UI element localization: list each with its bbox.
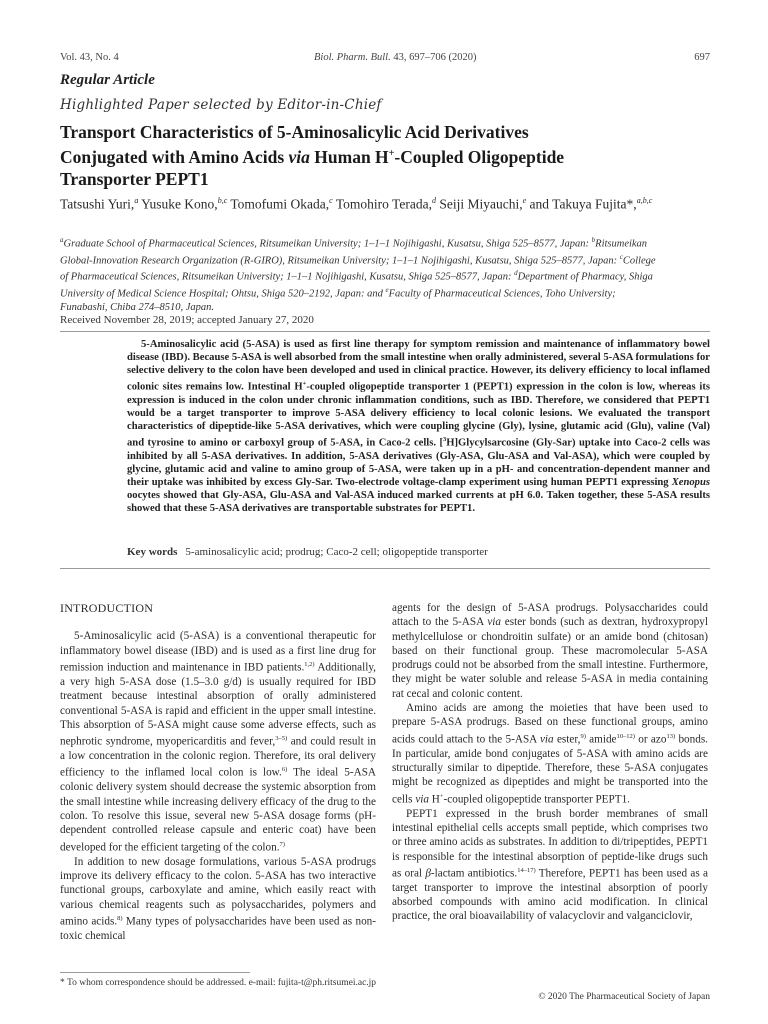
abstract xyxy=(127,338,710,515)
paragraph-text: PEPT1 expressed in the brush border membranes of small intestinal epithelial cells accepts small peptide, which comprises two or three amino acids as substrates. In addition to di/tripeptides, PEPT1 is responsible for the intestinal absorption of peptide-like drugs such as oral xyxy=(392,807,708,880)
paragraph xyxy=(60,629,376,854)
paragraph-text: bonds. In particular, amide bond conjugates of 5-ASA with amino acids are structurally similar to dipeptide. Therefore, these 5-ASA conjugates might be recognized as dipeptides and might be transported into the cells xyxy=(392,733,708,806)
italic-word: β xyxy=(425,867,431,880)
author-list xyxy=(60,192,700,214)
abstract-text: H]Glycylsarcosine (Gly-Sar) uptake into Caco-2 cells was inhibited by all 5-ASA derivatives. In addition, 5-ASA derivatives (Gly-ASA, Glu-ASA and Val-ASA), which were coupled by glycine, glutamic acid and valine to amino group of 5-ASA, were taken up in a pH- and concentration-dependent manner and their uptake was inhibited by excess Gly-Sar. Two-electrode voltage-clamp experiment using human PEPT1 expressing xyxy=(127,437,710,488)
paragraph-text: H xyxy=(428,793,440,806)
paragraph-text: -lactam antibiotics. xyxy=(430,867,518,880)
received-dates: Received November 28, 2019; accepted January 27, 2020 xyxy=(60,314,314,326)
paragraph-text: agents for the design of 5-ASA prodrugs. Polysaccharides could attach to the 5-ASA xyxy=(392,602,708,629)
paragraph-text: -coupled oligopeptide transporter PEPT1. xyxy=(443,793,630,806)
author-affiliation-mark: e xyxy=(522,196,527,205)
article-title xyxy=(60,121,700,190)
title-line-3: Transporter PEPT1 xyxy=(60,168,209,189)
author: Yusuke Kono, xyxy=(138,196,218,212)
title-text: -Coupled Oligopeptide xyxy=(394,146,565,167)
paragraph xyxy=(60,855,376,944)
title-text: Conjugated with Amino Acids xyxy=(60,146,289,167)
abstract-text: 5-Aminosalicylic acid (5-ASA) is used as first line therapy for symptom remission and maintenance of inflammatory bowel disease (IBD). Because 5-ASA is well absorbed from the small intestine when orally administered, several 5-ASA formulations for selective delivery to the colon have been developed and used in clinical practice. However, its delivery efficiency to local inflamed colonic sites remains low. Intestinal H xyxy=(127,339,710,393)
author: Tomohiro Terada, xyxy=(332,196,432,212)
affiliation-mark: d xyxy=(514,269,518,278)
page-range: 697–706 (2020) xyxy=(409,52,477,63)
paragraph-text: Additionally, a very high 5-ASA dose (1.5–3.0 g/d) is usually required for IBD treatment because intestinal absorption of orally administered conventional 5-ASA is rapid and efficient in the upper small intestine. This absorption of 5-ASA might cause some adverse effects, such as nephrotic syndrome, myopericarditis and fever, xyxy=(60,661,376,748)
affiliation-mark: c xyxy=(619,252,623,261)
keywords-label: Key words xyxy=(127,546,178,558)
keywords xyxy=(127,546,488,558)
citation: 13) xyxy=(666,732,676,740)
citation: 10–12) xyxy=(616,732,635,740)
title-text: Human H xyxy=(309,146,389,167)
title-line-1: Transport Characteristics of 5-Aminosalicylic Acid Derivatives xyxy=(60,122,529,142)
citation: 6) xyxy=(281,766,288,774)
journal-name: Biol. Pharm. Bull. xyxy=(314,52,391,63)
affiliation-text: Department of Pharmacy, Shiga University of Medical Science Hospital; Ohtsu, Shiga 520–2192, Japan: and xyxy=(60,271,653,300)
article-type: Regular Article xyxy=(60,72,155,88)
keywords-text: 5-aminosalicylic acid; prodrug; Caco-2 cell; oligopeptide transporter xyxy=(185,546,488,558)
journal-volume: Vol. 43, No. 4 xyxy=(60,52,119,63)
abstract-superscript: + xyxy=(302,380,307,388)
italic-word: via xyxy=(487,616,501,629)
abstract-italic: Xenopus xyxy=(671,477,710,488)
paragraph-text: or azo xyxy=(634,733,667,746)
italic-word: via xyxy=(539,733,554,746)
author: and Takuya Fujita*, xyxy=(526,196,637,212)
affiliation-text: Ritsumeikan Global-Innovation Research Organization (R-GIRO), Ritsumeikan University; 1–1–1 Nojihigashi, Kusatsu, Shiga 525–8577, Japan: xyxy=(60,238,648,267)
paragraph xyxy=(392,701,708,807)
author-affiliation-mark: b,c xyxy=(217,196,228,205)
abstract-superscript: 3 xyxy=(443,436,447,444)
author: Tatsushi Yuri, xyxy=(60,196,135,212)
copyright-notice: © 2020 The Pharmaceutical Society of Japan xyxy=(538,992,710,1002)
correspondence-footnote: * To whom correspondence should be addressed. e-mail: fujita-t@ph.ritsumei.ac.jp xyxy=(60,978,377,988)
title-line-2 xyxy=(60,143,700,168)
paragraph-text: ester bonds (such as dextran, hydroxypropyl methylcellulose or chondroitin sulfate) or an amide bond (chitosan) based on their functional group. These macromolecular 5-ASA prodrugs could not be absorbed from the small intestine. Furthermore, they might be water soluble and release 5-ASA in media containing rat cecal and colonic content. xyxy=(392,616,708,700)
citation: 9) xyxy=(580,732,586,740)
footnote-divider xyxy=(60,972,250,973)
affiliation-mark: b xyxy=(591,236,596,244)
author-affiliation-mark: d xyxy=(431,196,436,205)
author: Seiji Miyauchi, xyxy=(435,196,523,212)
author-affiliation-mark: a xyxy=(134,196,139,205)
highlight-label: Highlighted Paper selected by Editor-in-Chief xyxy=(60,97,382,113)
abstract-text: -coupled oligopeptide transporter 1 (PEPT1) expression in the colon is low, whereas its expression is induced in the colon under chronic inflammation conditions, such as IBD. Therefore, we considered that PEPT1 would be a target transporter to improve 5-ASA delivery efficiency to local colonic lesions. We evaluated the transport characteristics of dipeptide-like 5-ASA derivatives, which were coupling glycine (Gly), lysine, glutamic acid (Glu), valine (Val) and tyrosine to amino or carboxyl group of 5-ASA, in Caco-2 cells. [ xyxy=(127,381,710,449)
paragraph-text: Therefore, PEPT1 has been used as a target transporter to improve the intestinal absorption of poorly absorbed compounds with amino acid modification. In clinical practice, the oral bioavailability of valacyclovir and valganciclovir, xyxy=(392,867,709,923)
title-superscript: + xyxy=(388,148,395,159)
paragraph-text: Many types of polysaccharides have been used as non-toxic chemical xyxy=(60,915,376,942)
citation: 1,2) xyxy=(304,660,315,668)
journal-reference xyxy=(314,52,476,63)
italic-word: via xyxy=(415,793,429,806)
author-affiliation-mark: a,b,c xyxy=(636,196,653,205)
superscript: + xyxy=(439,792,444,800)
paragraph xyxy=(392,601,708,701)
citation: 14–17) xyxy=(517,866,536,874)
paragraph xyxy=(392,807,708,924)
paragraph-text: 5-Aminosalicylic acid (5-ASA) is a conventional therapeutic for inflammatory bowel disease (IBD) and is used as a first line drug for remission induction and maintenance in IBD patients. xyxy=(60,630,376,674)
citation: 7) xyxy=(279,840,285,848)
citation: 8) xyxy=(117,914,123,922)
body-column-left xyxy=(60,601,376,943)
section-title: INTRODUCTION xyxy=(60,601,154,615)
paragraph-text: In addition to new dosage formulations, various 5-ASA prodrugs improve its delivery efficacy to the colon. 5-ASA has two interactive functional groups, carboxylate and amine, which easily react with various chemical reagents such as polysaccharides, polymers and amino acids. xyxy=(60,855,376,928)
author-affiliation-mark: c xyxy=(329,196,333,205)
title-via: via xyxy=(288,146,310,167)
abstract-bottom-divider xyxy=(60,568,710,569)
abstract-text: oocytes showed that Gly-ASA, Glu-ASA and Val-ASA induced marked currents at pH 6.0. Taken together, these 5-ASA results showed that these 5-ASA derivatives are transportable substrates for PEPT1. xyxy=(127,490,710,515)
paragraph-text: Amino acids are among the moieties that have been used to prepare 5-ASA prodrugs. Based on these functional groups, amino acids could attach to the 5-ASA xyxy=(392,702,708,746)
affiliation-text: College of Pharmaceutical Sciences, Ritsumeikan University; 1–1–1 Nojihigashi, Kusatsu, Shiga 525–8577, Japan: xyxy=(60,255,656,283)
affiliation-text: Graduate School of Pharmaceutical Sciences, Ritsumeikan University; 1–1–1 Nojihigashi, Kusatsu, Shiga 525–8577, Japan: xyxy=(63,238,592,250)
paragraph-text: ester, xyxy=(553,733,581,746)
affiliation-text: Faculty of Pharmaceutical Sciences, Toho University; Funabashi, Chiba 274–8510, Japan. xyxy=(60,288,616,313)
body-column-right xyxy=(392,601,708,924)
paragraph-text: The ideal 5-ASA colonic delivery system should decrease the systemic absorption from the small intestine while increasing delivery efficacy of the drug to the colon. To resolve this issue, several new 5-ASA dosage forms (pH-dependent controlled release capsule and enteric coat) have been developed for the efficient targeting of the colon. xyxy=(60,767,376,854)
page-number: 697 xyxy=(694,52,710,63)
citation: 3–5) xyxy=(275,735,288,743)
abstract-top-divider xyxy=(60,331,710,332)
affiliations xyxy=(60,234,660,314)
affiliation-mark: a xyxy=(60,236,64,244)
author: Tomofumi Okada, xyxy=(227,196,330,212)
paragraph-text: amide xyxy=(585,733,617,746)
paragraph-text: and could result in a low concentration in the colonic region. Therefore, its oral delivery efficiency to the inflamed local colon is low. xyxy=(60,735,376,780)
journal-volume-number: 43, xyxy=(393,52,407,63)
affiliation-mark: e xyxy=(385,286,389,295)
